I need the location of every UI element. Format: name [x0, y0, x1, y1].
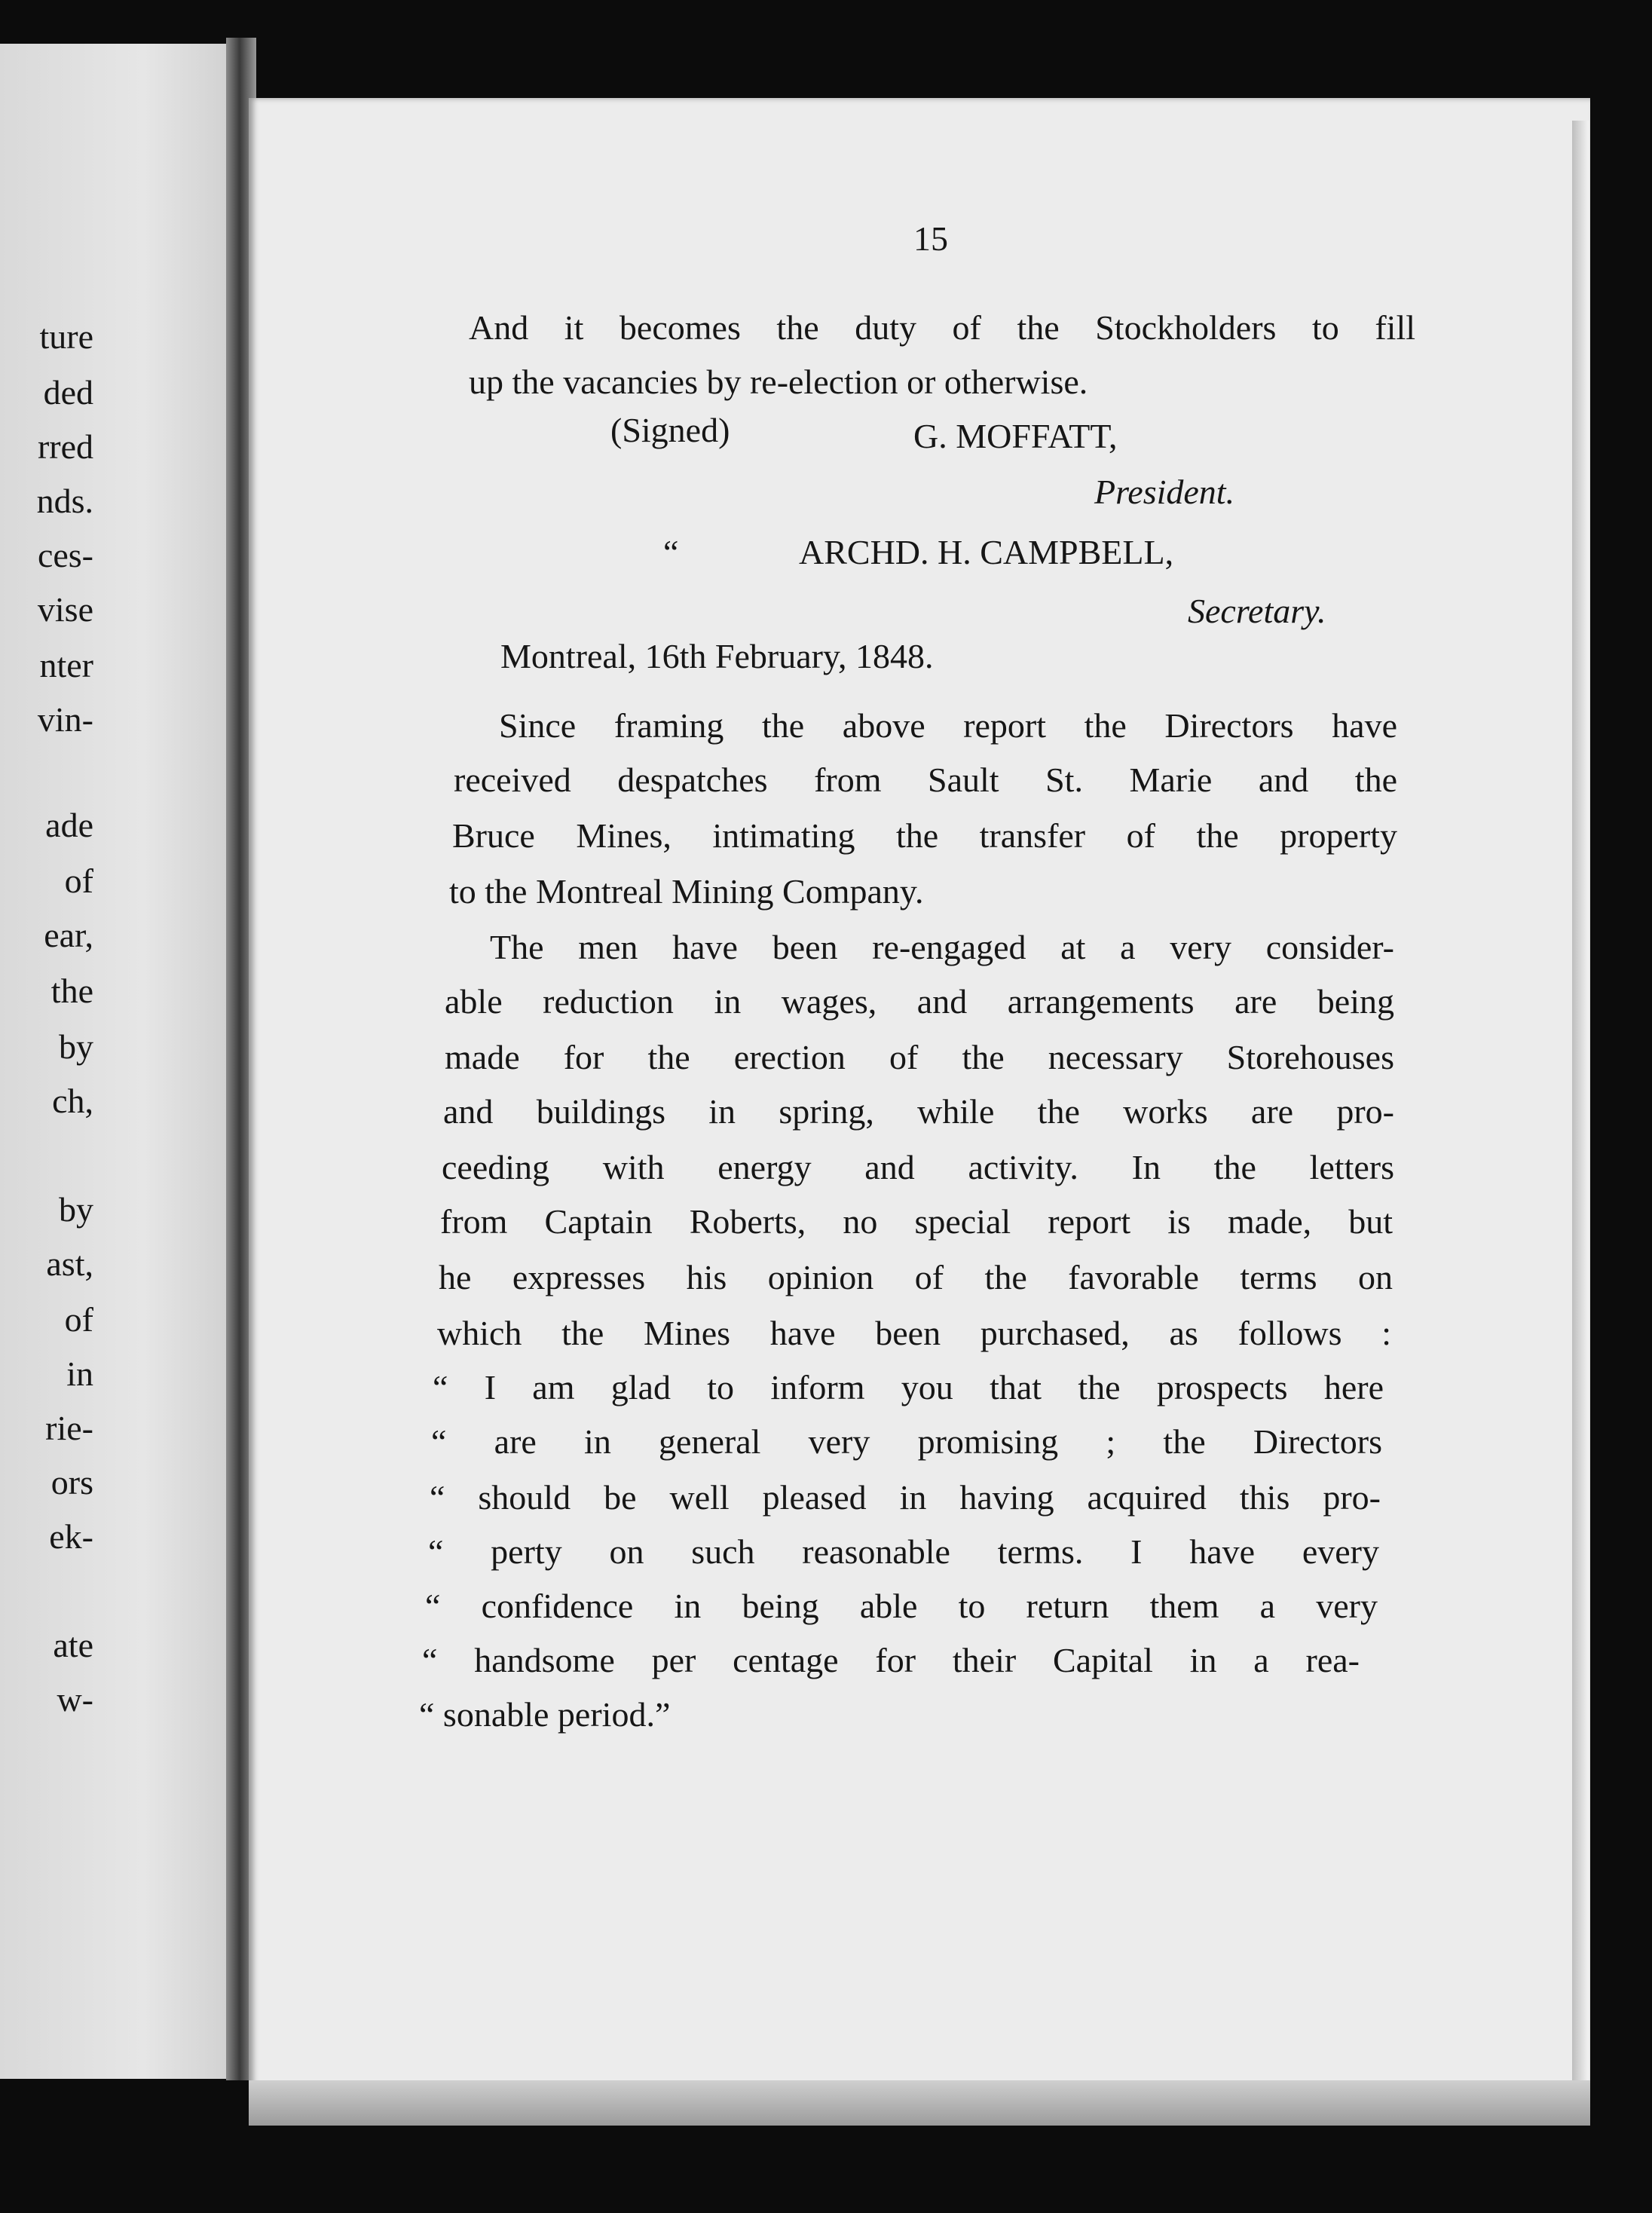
- president-name: G. MOFFATT,: [913, 417, 1118, 455]
- left-page-fragment: ch,: [52, 1082, 93, 1120]
- left-page-fragment: by: [59, 1190, 93, 1229]
- left-page-fragment: the: [50, 972, 93, 1010]
- left-page-fragment: ded: [43, 373, 93, 412]
- quote-line: “ sonable period.”: [419, 1695, 671, 1734]
- body-line: ceeding with energy and activity. In the letters: [442, 1148, 1394, 1186]
- left-page-fragment: ek-: [49, 1517, 93, 1556]
- left-page-fragment: ade: [45, 806, 93, 844]
- body-line: Since framing the above report the Directors have: [499, 706, 1397, 745]
- left-page-fragment: vise: [37, 590, 93, 629]
- left-page-fragment: ors: [50, 1463, 93, 1501]
- left-page-fragment: nter: [39, 646, 93, 684]
- president-title: President.: [1094, 473, 1235, 511]
- left-page-fragment: ear,: [44, 916, 93, 954]
- signed-label: (Signed): [610, 411, 730, 449]
- body-line: up the vacancies by re-election or otherwise.: [469, 363, 1088, 401]
- quote-line: “ I am glad to inform you that the prospects here: [433, 1368, 1384, 1406]
- body-line: which the Mines have been purchased, as follows :: [437, 1314, 1391, 1352]
- ditto-mark: “: [663, 533, 679, 571]
- quote-line: “ should be well pleased in having acquired this pro-: [430, 1478, 1381, 1517]
- dateline: Montreal, 16th February, 1848.: [500, 637, 934, 675]
- left-page-fragment: ture: [39, 317, 93, 356]
- body-line: received despatches from Sault St. Marie and the: [454, 761, 1397, 799]
- body-line: he expresses his opinion of the favorable terms on: [439, 1258, 1393, 1296]
- quote-line: “ handsome per centage for their Capital in a rea-: [422, 1641, 1360, 1679]
- left-page-fragment: nds.: [36, 482, 93, 520]
- left-page-fragment: ces-: [37, 536, 93, 574]
- left-page-fragment: ate: [53, 1626, 93, 1664]
- body-line: The men have been re-engaged at a very consider-: [490, 928, 1394, 966]
- body-line: and buildings in spring, while the works are pro-: [443, 1092, 1394, 1131]
- body-line: And it becomes the duty of the Stockholders to fill: [469, 308, 1415, 347]
- left-page-fragment: rred: [37, 427, 93, 466]
- left-page-fragment: rie-: [45, 1409, 93, 1447]
- page-bottom-edge: [249, 2080, 1590, 2126]
- left-page-fragment: of: [64, 1300, 93, 1339]
- secretary-title: Secretary.: [1188, 592, 1326, 630]
- left-page-fragment: w-: [57, 1680, 93, 1719]
- body-line: from Captain Roberts, no special report is made, but: [440, 1202, 1393, 1241]
- body-line: made for the erection of the necessary Storehouses: [445, 1038, 1394, 1076]
- left-page-fragment: in: [66, 1354, 93, 1393]
- secretary-name: ARCHD. H. CAMPBELL,: [799, 533, 1174, 571]
- left-page-fragment: by: [59, 1027, 93, 1066]
- body-line: able reduction in wages, and arrangements are being: [445, 982, 1394, 1021]
- left-page: [0, 44, 240, 2079]
- page-number: 15: [913, 219, 948, 258]
- left-page-fragment: vin-: [37, 700, 93, 739]
- body-line: Bruce Mines, intimating the transfer of the property: [452, 816, 1397, 855]
- quote-line: “ confidence in being able to return them a very: [425, 1587, 1378, 1625]
- page-edge: [1572, 121, 1589, 2126]
- left-page-fragment: ast,: [46, 1244, 93, 1283]
- left-page-fragment: of: [64, 862, 93, 900]
- quote-line: “ perty on such reasonable terms. I have every: [428, 1532, 1379, 1571]
- body-line: to the Montreal Mining Company.: [449, 872, 924, 911]
- quote-line: “ are in general very promising ; the Directors: [431, 1422, 1382, 1461]
